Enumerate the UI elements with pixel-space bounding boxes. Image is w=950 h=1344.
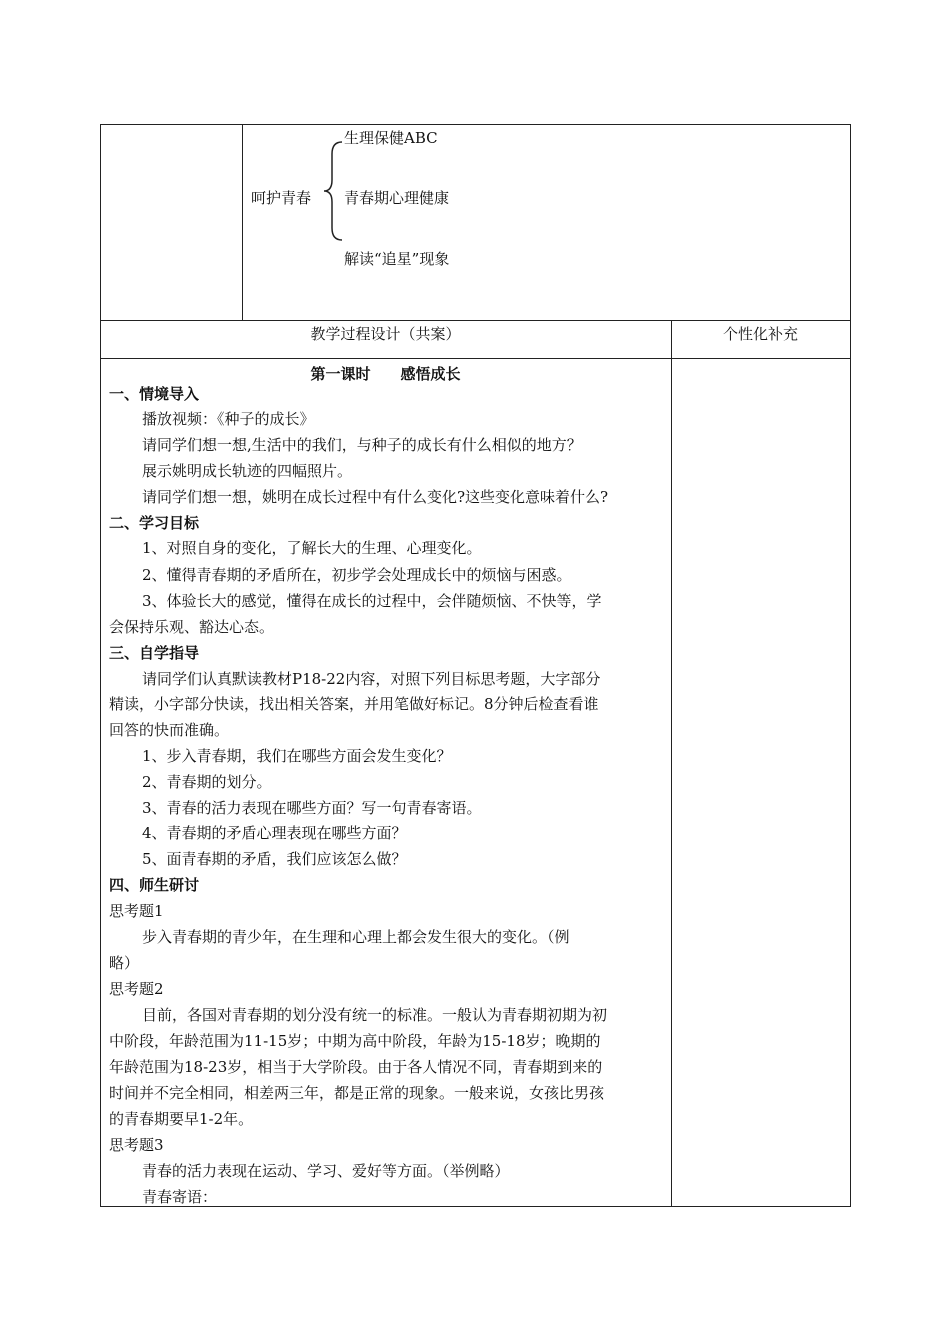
section-heading: 四、师生研讨 xyxy=(109,876,200,894)
lesson-line: 3、体验长大的感觉，懂得在成长的过程中，会伴随烦恼、不快等，学 xyxy=(142,592,602,610)
row-divider-2 xyxy=(100,320,851,321)
lesson-line: 时间并不完全相同，相差两三年，都是正常的现象。一般来说，女孩比男孩 xyxy=(109,1084,605,1102)
table-border-top xyxy=(100,124,851,125)
lesson-line: 年龄范围为18-23岁，相当于大学阶段。由于各人情况不同，青春期到来的 xyxy=(109,1058,603,1076)
row-divider-1 xyxy=(242,124,243,320)
lesson-line: 2、懂得青春期的矛盾所在，初步学会处理成长中的烦恼与困惑。 xyxy=(142,566,572,584)
lesson-line: 4、青春期的矛盾心理表现在哪些方面？ xyxy=(142,824,407,842)
row-divider-3 xyxy=(100,358,851,359)
lesson-line: 精读，小字部分快读，找出相关答案，并用笔做好标记。8分钟后检查看谁 xyxy=(109,695,599,713)
lesson-line: 请同学们想一想,生活中的我们，与种子的成长有什么相似的地方？ xyxy=(142,436,582,454)
lesson-line: 思考题3 xyxy=(109,1136,164,1154)
lesson-line: 5、面青春期的矛盾，我们应该怎么做？ xyxy=(142,850,407,868)
header-left: 教学过程设计（共案） xyxy=(310,325,461,343)
lesson-line: 请同学们想一想，姚明在成长过程中有什么变化?这些变化意味着什么? xyxy=(142,488,609,506)
lesson-line: 回答的快而准确。 xyxy=(109,721,230,739)
header-right: 个性化补充 xyxy=(722,325,798,343)
lesson-line: 思考题2 xyxy=(109,980,164,998)
lesson-line: 3、青春的活力表现在哪些方面？写一句青春寄语。 xyxy=(142,799,482,817)
lesson-line: 略） xyxy=(109,954,140,972)
lesson-line: 步入青春期的青少年，在生理和心理上都会发生很大的变化。（例 xyxy=(142,928,570,946)
lesson-line: 青春的活力表现在运动、学习、爱好等方面。（举例略） xyxy=(142,1162,510,1180)
lesson-line: 请同学们认真默读教材P18-22内容，对照下列目标思考题，大字部分 xyxy=(142,670,601,688)
section-heading: 一、情境导入 xyxy=(109,385,200,403)
lesson-line: 播放视频：《种子的成长》 xyxy=(142,410,315,428)
lesson-line: 中阶段，年龄范围为11-15岁；中期为高中阶段，年龄为15-18岁；晚期的 xyxy=(109,1032,601,1050)
lesson-line: 1、对照自身的变化，了解长大的生理、心理变化。 xyxy=(142,539,482,557)
lesson-title: 第一课时 感悟成长 xyxy=(310,365,461,383)
column-divider xyxy=(671,320,672,1207)
lesson-line: 展示姚明成长轨迹的四幅照片。 xyxy=(142,462,353,480)
structure-branch-3: 解读“追星”现象 xyxy=(344,250,450,268)
structure-center-label: 呵护青春 xyxy=(251,189,312,207)
table-border-right xyxy=(850,124,851,1207)
curly-brace-icon xyxy=(322,140,344,242)
section-heading: 二、学习目标 xyxy=(109,514,200,532)
lesson-line: 会保持乐观、豁达心态。 xyxy=(109,618,275,636)
lesson-line: 青春寄语： xyxy=(142,1188,218,1206)
lesson-line: 2、青春期的划分。 xyxy=(142,773,272,791)
table-border-left xyxy=(100,124,101,1207)
lesson-line: 目前，各国对青春期的划分没有统一的标准。一般认为青春期初期为初 xyxy=(142,1006,608,1024)
structure-branch-2: 青春期心理健康 xyxy=(344,189,450,207)
lesson-line: 的青春期要早1-2年。 xyxy=(109,1110,254,1128)
structure-branch-1: 生理保健ABC xyxy=(344,129,438,147)
lesson-line: 思考题1 xyxy=(109,902,164,920)
lesson-line: 1、步入青春期，我们在哪些方面会发生变化？ xyxy=(142,747,452,765)
section-heading: 三、自学指导 xyxy=(109,644,200,662)
